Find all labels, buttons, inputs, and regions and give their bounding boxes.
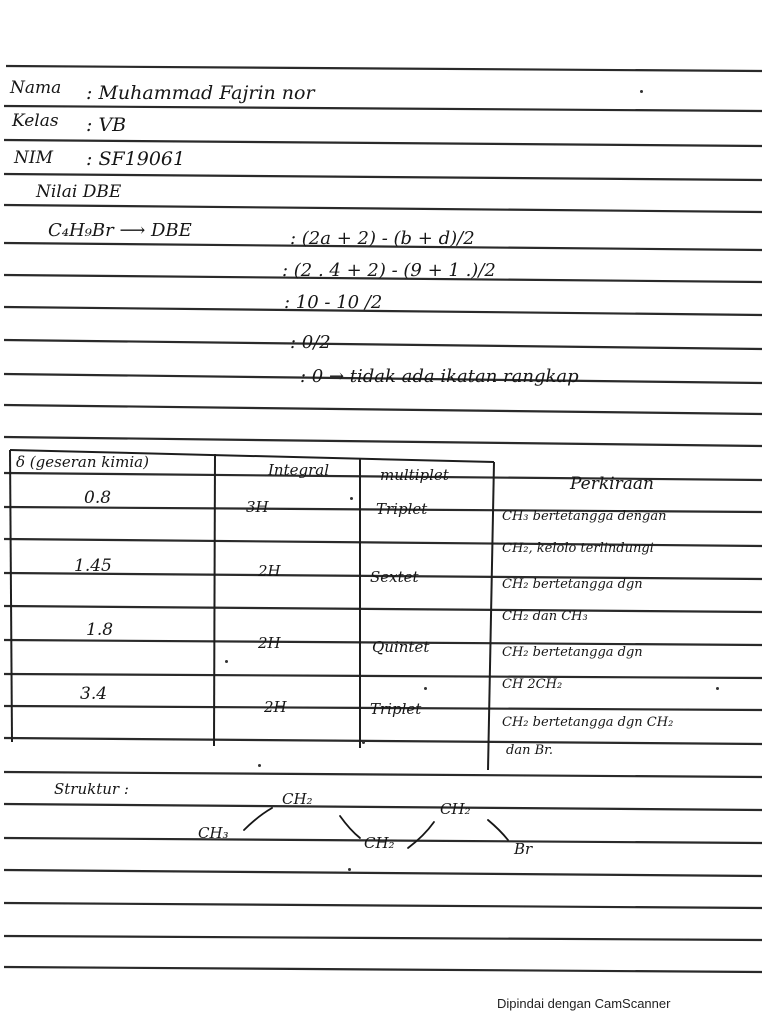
structure-atom-2: CH₂	[282, 790, 313, 808]
scan-speck	[640, 90, 643, 93]
scan-speck	[350, 497, 353, 500]
scan-speck	[424, 687, 427, 690]
nilai-label: Nilai DBE	[36, 182, 122, 202]
scanner-watermark: Dipindai dengan CamScanner	[497, 996, 671, 1011]
structure-atom-3: CH₂	[364, 834, 395, 852]
calc-line-4: : 0/2	[290, 332, 331, 353]
table-row-3-note-2: CH 2CH₂	[502, 677, 563, 692]
table-row-3-integral: 2H	[258, 634, 281, 652]
table-row-1-multiplet: Triplet	[376, 500, 428, 518]
scan-speck	[348, 868, 351, 871]
table-row-3-note-1: CH₂ bertetangga dgn	[502, 645, 643, 660]
scan-speck	[362, 741, 365, 744]
table-row-4-multiplet: Triplet	[370, 700, 422, 718]
calc-line-1: : (2a + 2) - (b + d)/2	[290, 228, 475, 249]
table-row-1-integral: 3H	[246, 498, 269, 516]
table-row-4-shift: 3.4	[80, 684, 108, 704]
calc-line-5: : 0 → tidak ada ikatan rangkap	[300, 366, 579, 387]
nim-label: NIM	[14, 148, 53, 168]
structure-atom-4: CH₂	[440, 800, 471, 818]
table-header-integral: Integral	[268, 461, 330, 479]
table-row-2-integral: 2H	[258, 562, 281, 580]
table-row-2-note-1: CH₂ bertetangga dgn	[502, 577, 643, 592]
calc-line-2: : (2 . 4 + 2) - (9 + 1 .)/2	[282, 260, 496, 281]
table-row-3-shift: 1.8	[86, 620, 114, 640]
kelas-value: : VB	[86, 114, 127, 136]
structure-atom-1: CH₃	[198, 824, 229, 842]
nama-value: : Muhammad Fajrin nor	[86, 82, 315, 104]
calc-line-3: : 10 - 10 /2	[284, 292, 383, 313]
table-header-multiplet: multiplet	[380, 466, 449, 484]
table-row-1-note-1: CH₃ bertetangga dengan	[502, 509, 667, 524]
table-row-2-note-2: CH₂ dan CH₃	[502, 609, 588, 624]
table-row-2-shift: 1.45	[74, 556, 112, 576]
nama-label: Nama	[10, 78, 62, 98]
table-row-2-multiplet: Sextet	[370, 568, 419, 586]
formula-left: C₄H₉Br ⟶ DBE	[48, 220, 192, 241]
table-row-1-shift: 0.8	[84, 488, 112, 508]
scan-speck	[716, 687, 719, 690]
structure-label: Struktur :	[54, 780, 129, 798]
table-row-1-note-2: CH₂, kelolo terlindungi	[502, 541, 654, 556]
scan-speck	[225, 660, 228, 663]
table-row-4-integral: 2H	[264, 698, 287, 716]
nim-value: : SF19061	[86, 148, 186, 170]
table-row-3-multiplet: Quintet	[372, 638, 430, 656]
table-row-4-note-1: CH₂ bertetangga dgn CH₂	[502, 715, 674, 730]
scan-speck	[258, 764, 261, 767]
kelas-label: Kelas	[12, 111, 59, 131]
structure-atom-5: Br	[514, 840, 533, 858]
table-row-4-note-2: dan Br.	[506, 743, 554, 758]
table-header-shift: δ (geseran kimia)	[16, 453, 149, 471]
table-header-perkiraan: Perkiraan	[570, 474, 654, 494]
